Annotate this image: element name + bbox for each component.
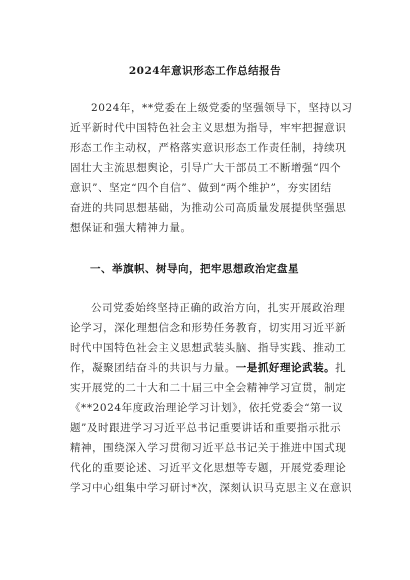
intro-line: 固壮大主流思想舆论，引导广大干部员工不断增强“四个 — [70, 162, 342, 174]
body-text: 扎 — [335, 362, 347, 374]
body-line: 实开展党的二十大和二十届三中全会精神学习宣贯，制定 — [70, 382, 347, 394]
section-heading: 一、举旗帜、树导向，把牢思想政治定盘星 — [90, 263, 299, 275]
body-text: 作，凝聚团结奋斗的共识与力量。 — [70, 362, 236, 374]
body-line: 精神，围绕深入学习贯彻习近平总书记关于推进中国式现 — [70, 442, 347, 454]
intro-line: 奋进的共同思想基础，为推动公司高质量发展提供坚强思 — [70, 202, 347, 214]
intro-line: 想保证和强大精神力量。 — [70, 222, 192, 234]
intro-line: 2024年，**党委在上级党委的坚强领导下，坚持以习 — [91, 102, 353, 114]
intro-line: 形态工作主动权，严格落实意识形态工作责任制，持续巩 — [70, 142, 347, 154]
body-line: 题”及时跟进学习习近平总书记重要讲话和重要指示批示 — [70, 422, 342, 434]
body-line: 代化的重要论述、习近平文化思想等专题，开展党委理论 — [70, 462, 347, 474]
intro-line: 意识”、坚定“四个自信”、做到“两个维护”，夯实团结 — [70, 182, 332, 194]
body-line: 《**2024年度政治理论学习计划》，依托党委会“第一议 — [70, 402, 344, 414]
body-line: 论学习，深化理想信念和形势任务教育，切实用习近平新 — [70, 322, 347, 334]
body-line: 时代中国特色社会主义思想武装头脑、指导实践、推动工 — [70, 342, 347, 354]
emphasis-text: 一是抓好理论武装。 — [235, 362, 336, 374]
body-line — [70, 361, 346, 375]
body-line: 学习中心组集中学习研讨*次，深刻认识马克思主义在意识 — [70, 482, 353, 494]
document-title: 2024年意识形态工作总结报告 — [128, 65, 282, 77]
intro-line: 近平新时代中国特色社会主义思想为指导，牢牢把握意识 — [70, 122, 347, 134]
body-line: 公司党委始终坚持正确的政治方向，扎实开展政治理 — [91, 302, 346, 314]
